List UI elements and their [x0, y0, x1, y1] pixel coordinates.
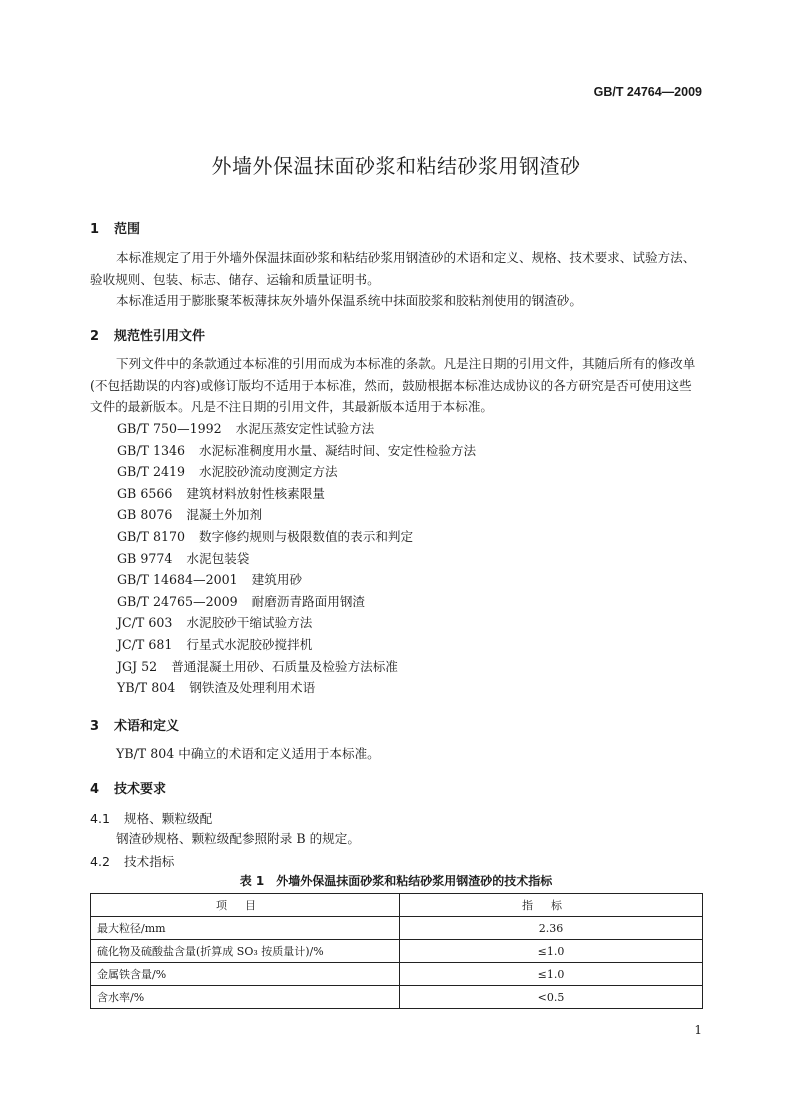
section-2-heading [90, 325, 205, 344]
section-title: 规范性引用文件 [114, 329, 206, 344]
subsection-4-2-heading [90, 851, 174, 870]
paragraph-text: 下列文件中的条款通过本标准的引用而成为本标准的条款。凡是注日期的引用文件，其随后所有的修改单(不包括勘误的内容)或修订版均不适用于本标准，然而，鼓励根据本标准达成协议的各方研究是否可使用这些文件的最新版本。凡是不注日期的引用文件，其最新版本适用于本标准。 [90, 356, 696, 415]
section-1-heading [90, 218, 140, 237]
reference-item [117, 656, 476, 678]
reference-item [117, 591, 476, 613]
section-number: 3 [90, 719, 100, 734]
section-3-text [90, 743, 702, 765]
reference-code: GB/T 750—1992 [117, 421, 222, 436]
subsection-title: 规格、颗粒级配 [124, 811, 213, 826]
table-header-row [91, 894, 703, 917]
table-row [91, 963, 703, 986]
reference-title: 普通混凝土用砂、石质量及检验方法标准 [171, 658, 398, 674]
reference-title: 数字修约规则与极限数值的表示和判定 [199, 528, 414, 544]
reference-title: 水泥标准稠度用水量、凝结时间、安定性检验方法 [199, 442, 477, 458]
reference-title: 建筑用砂 [251, 572, 303, 588]
table-cell-item: 硫化物及硫酸盐含量(折算成 SO₃ 按质量计)/% [91, 940, 400, 963]
reference-code: GB/T 14684—2001 [117, 572, 238, 588]
normative-references-list [117, 418, 476, 699]
reference-title: 水泥胶砂流动度测定方法 [199, 464, 338, 480]
page-number: 1 [694, 1023, 702, 1037]
table-cell-value: ≤1.0 [400, 940, 703, 963]
subsection-4-1-text [90, 828, 702, 850]
reference-code: GB/T 8170 [117, 528, 186, 544]
reference-item [117, 461, 476, 483]
section-3-heading [90, 715, 179, 734]
reference-title: 水泥胶砂干缩试验方法 [186, 615, 313, 631]
table-cell-item: 含水率/% [91, 986, 400, 1009]
reference-item [117, 526, 476, 548]
paragraph-text: 本标准规定了用于外墙外保温抹面砂浆和粘结砂浆用钢渣砂的术语和定义、规格、技术要求、试验方法、验收规则、包装、标志、储存、运输和质量证明书。 [90, 250, 696, 287]
reference-title: 混凝土外加剂 [186, 507, 262, 523]
section-title: 术语和定义 [114, 719, 180, 734]
reference-title: 钢铁渣及处理利用术语 [189, 680, 316, 696]
reference-title: 水泥包装袋 [186, 550, 250, 566]
paragraph-text: YB/T 804 中确立的术语和定义适用于本标准。 [116, 746, 380, 761]
table-cell-value: 2.36 [400, 917, 703, 940]
reference-code: GB 6566 [117, 485, 173, 501]
column-header-item: 项目 [91, 894, 400, 917]
table-cell-item: 最大粒径/mm [91, 917, 400, 940]
reference-title: 水泥压蒸安定性试验方法 [235, 421, 375, 436]
section-number: 1 [90, 222, 100, 237]
reference-item [117, 612, 476, 634]
reference-code: GB/T 24765—2009 [117, 593, 238, 609]
table-row [91, 917, 703, 940]
reference-item [117, 548, 476, 570]
paragraph-text: 钢渣砂规格、颗粒级配参照附录 B 的规定。 [116, 831, 360, 846]
reference-item [117, 569, 476, 591]
subsection-title: 技术指标 [124, 854, 175, 869]
standard-code: GB/T 24764—2009 [593, 85, 702, 99]
subsection-number: 4.2 [90, 854, 111, 869]
column-header-value: 指标 [400, 894, 703, 917]
technical-index-table [90, 893, 703, 1009]
reference-code: YB/T 804 [117, 680, 176, 696]
reference-code: GB/T 2419 [117, 464, 186, 480]
section-number: 2 [90, 329, 100, 344]
reference-item [117, 440, 476, 462]
reference-code: JC/T 681 [117, 636, 173, 652]
reference-title: 建筑材料放射性核素限量 [186, 485, 325, 501]
section-2-intro [90, 353, 702, 418]
reference-code: GB 9774 [117, 550, 173, 566]
section-number: 4 [90, 782, 100, 797]
section-4-heading [90, 778, 166, 797]
reference-code: JC/T 603 [117, 615, 173, 631]
document-title: 外墙外保温抹面砂浆和粘结砂浆用钢渣砂 [211, 154, 581, 178]
table-row [91, 940, 703, 963]
table-caption: 表 1 外墙外保温抹面砂浆和粘结砂浆用钢渣砂的技术指标 [239, 874, 553, 888]
subsection-4-1-heading [90, 808, 212, 827]
reference-title: 行星式水泥胶砂搅拌机 [186, 636, 313, 652]
reference-item [117, 418, 476, 440]
section-1-paragraph-2 [90, 290, 702, 312]
section-title: 范围 [114, 222, 141, 237]
reference-item [117, 634, 476, 656]
section-title: 技术要求 [114, 782, 167, 797]
reference-item [117, 483, 476, 505]
table-cell-item: 金属铁含量/% [91, 963, 400, 986]
subsection-number: 4.1 [90, 811, 111, 826]
table-row [91, 986, 703, 1009]
reference-item [117, 504, 476, 526]
reference-title: 耐磨沥青路面用钢渣 [251, 593, 366, 609]
table-cell-value: ≤1.0 [400, 963, 703, 986]
reference-code: JGJ 52 [117, 658, 158, 674]
reference-code: GB 8076 [117, 507, 173, 523]
table-cell-value: <0.5 [400, 986, 703, 1009]
reference-code: GB/T 1346 [117, 442, 186, 458]
paragraph-text: 本标准适用于膨胀聚苯板薄抹灰外墙外保温系统中抹面胶浆和胶粘剂使用的钢渣砂。 [116, 293, 582, 308]
section-1-paragraph-1 [90, 247, 702, 290]
reference-item [117, 677, 476, 699]
